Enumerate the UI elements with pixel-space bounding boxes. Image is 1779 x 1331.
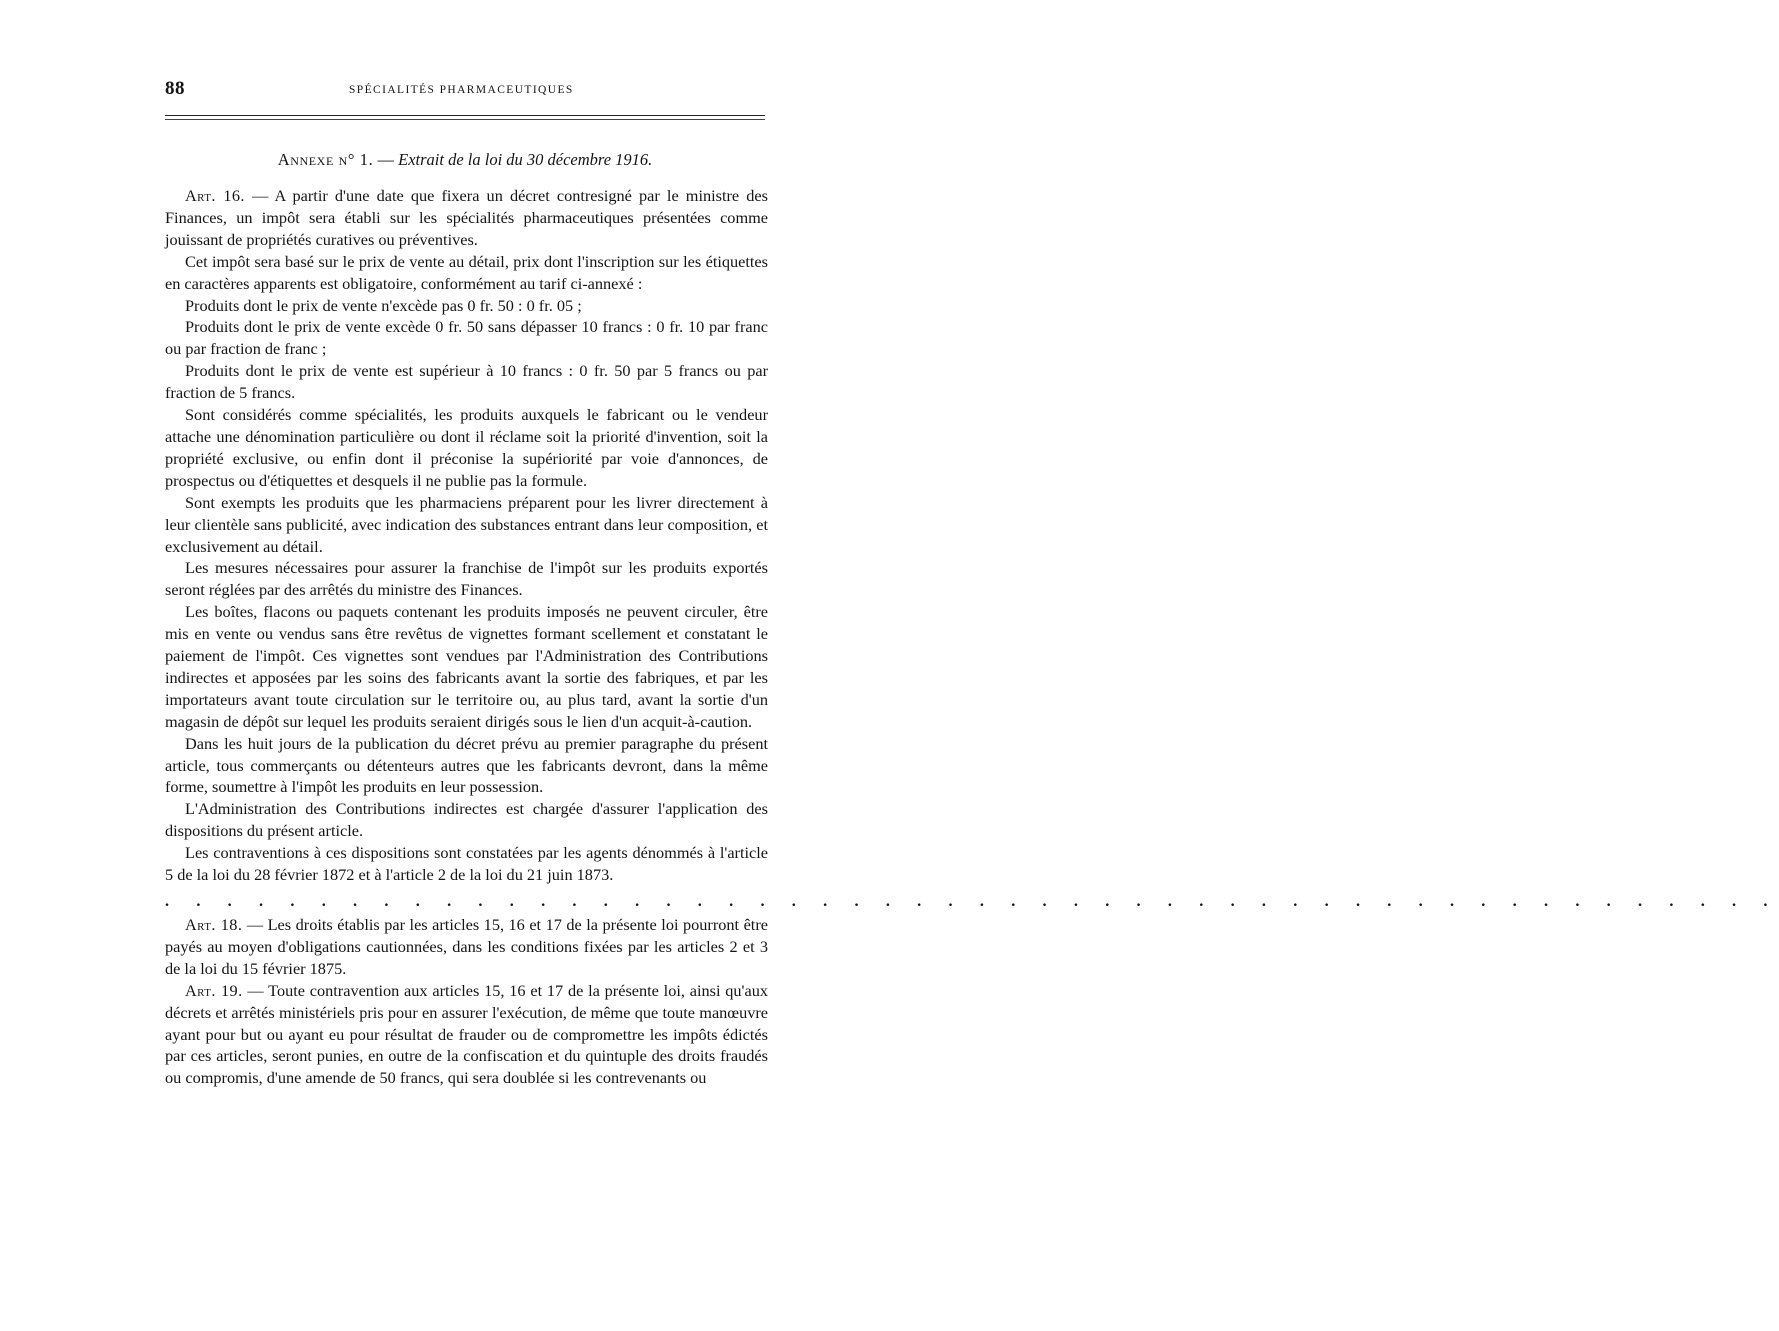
article-label: Art. 16. (185, 186, 245, 205)
omission-dots: . . . . . . . . . . . . . . . . . . . . . . . . . . . . . . . . . . . . . . . . . . . . . . . . . . . . (165, 891, 1779, 910)
annex-heading (165, 150, 765, 170)
page-header (165, 78, 765, 108)
article-text: — A partir d'une date que fixera un décret contresigné par le ministre des Finances, un impôt sera établi sur les spécialités pharmaceutiques présentées comme jouissant de propriétés curatives ou préventives. (165, 186, 768, 249)
article-text: — Les droits établis par les articles 15, 16 et 17 de la présente loi pourront être payés au moyen d'obligations cautionnées, dans les conditions fixées par les articles 2 et 3 de la loi du 15 février 1875. (165, 915, 768, 978)
paragraph: Les boîtes, flacons ou paquets contenant les produits imposés ne peuvent circuler, être mis en vente ou vendus sans être revêtus de vignettes formant scellement et constatant le paiement de l'impôt. Ces vignettes sont vendues par l'Administration des Contributions indirectes et apposées par les soins des fabricants avant la sortie des fabriques, et par les importateurs avant toute circulation sur le territoire ou, au plus tard, avant la sortie d'un magasin de dépôt sur lequel les produits seraient dirigés sous le lien d'un acquit-à-caution. (165, 602, 768, 731)
document-body (165, 185, 1779, 1089)
paragraph: L'Administration des Contributions indirectes est chargée d'assurer l'application des dispositions du présent article. (165, 799, 768, 841)
article-label: Art. 18. (185, 915, 243, 934)
running-title: SPÉCIALITÉS PHARMACEUTIQUES (349, 84, 574, 96)
paragraph: Sont exempts les produits que les pharmaciens préparent pour les livrer directement à leur clientèle sans publicité, avec indication des substances entrant dans leur composition, et exclusivement au détail. (165, 492, 768, 556)
article-16 (165, 185, 768, 251)
tariff-item: Produits dont le prix de vente n'excède pas 0 fr. 50 : 0 fr. 05 ; (185, 295, 582, 315)
annex-title: Extrait de la loi du 30 décembre 1916. (398, 150, 653, 169)
annex-dash: — (377, 150, 394, 169)
header-rule (165, 115, 765, 116)
tariff-item: Produits dont le prix de vente excède 0 fr. 50 sans dépasser 10 francs : 0 fr. 10 par franc ou par fraction de franc ; (165, 317, 768, 359)
tariff-item: Produits dont le prix de vente est supérieur à 10 francs : 0 fr. 50 par 5 francs ou par fraction de 5 francs. (165, 361, 768, 403)
article-18 (165, 914, 768, 980)
article-text: — Toute contravention aux articles 15, 16 et 17 de la présente loi, ainsi qu'aux décrets et arrêtés ministériels pris pour en assurer l'exécution, de même que toute manœuvre ayant pour but ou ayant eu pour résultat de frauder ou de compromettre les impôts édictés par ces articles, seront punies, en outre de la confiscation et du quintuple des droits fraudés ou compromis, d'une amende de 50 francs, qui sera doublée si les contrevenants ou (165, 980, 768, 1088)
article-19 (165, 980, 768, 1090)
article-label: Art. 19. (185, 980, 243, 1000)
paragraph: Cet impôt sera basé sur le prix de vente au détail, prix dont l'inscription sur les étiquettes en caractères apparents est obligatoire, conformément au tarif ci-annexé : (165, 251, 768, 293)
paragraph: Les contraventions à ces dispositions sont constatées par les agents dénommés à l'article 5 de la loi du 28 février 1872 et à l'article 2 de la loi du 21 juin 1873. (165, 843, 768, 885)
annex-label: Annexe n° 1. (277, 150, 374, 169)
paragraph: Dans les huit jours de la publication du décret prévu au premier paragraphe du présent article, tous commerçants ou détenteurs autres que les fabricants devront, dans la même forme, soumettre à l'impôt les produits en leur possession. (165, 733, 768, 797)
header-rule-secondary (165, 119, 765, 120)
paragraph: Les mesures nécessaires pour assurer la franchise de l'impôt sur les produits exportés seront réglées par des arrêtés du ministre des Finances. (165, 558, 768, 600)
page-number: 88 (165, 78, 185, 99)
paragraph: Sont considérés comme spécialités, les produits auxquels le fabricant ou le vendeur attache une dénomination particulière ou dont il réclame soit la priorité d'invention, soit la propriété exclusive, ou enfin dont il préconise la supériorité par voie d'annonces, de prospectus ou d'étiquettes et desquels il ne publie pas la formule. (165, 405, 768, 490)
